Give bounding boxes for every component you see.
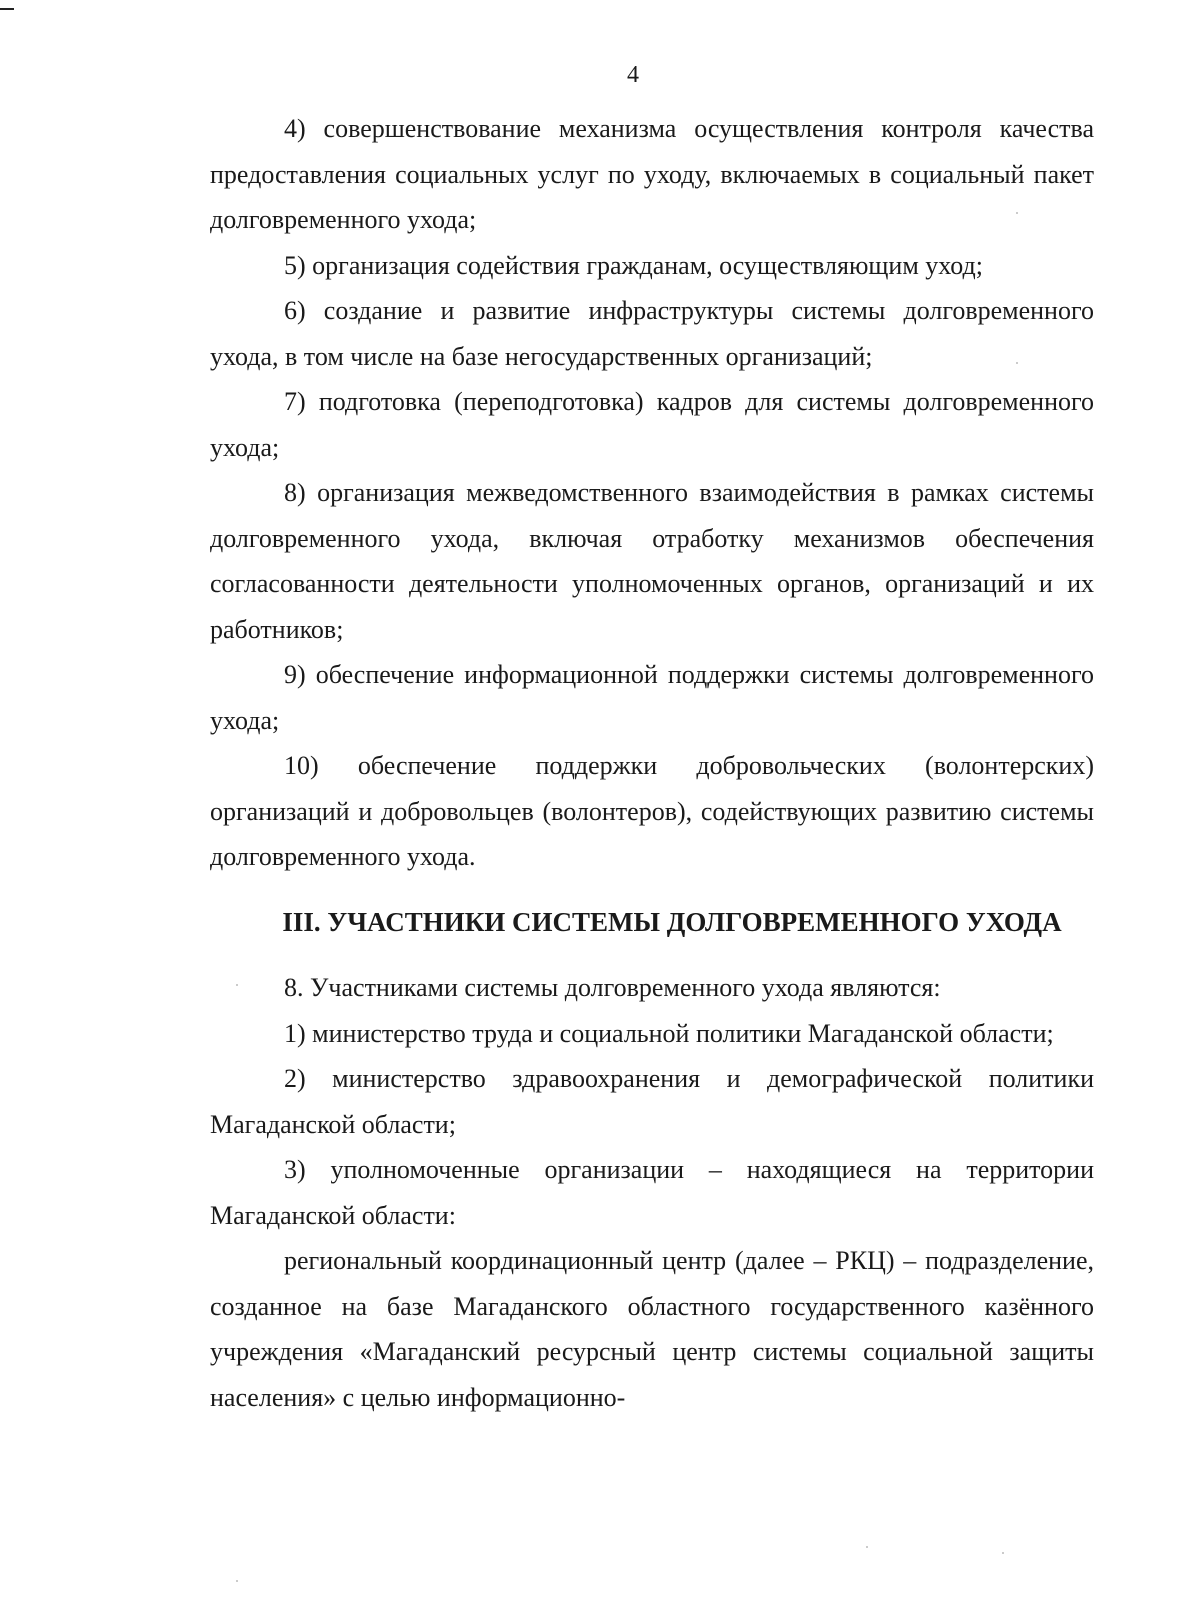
page-number: 4 xyxy=(627,62,639,88)
scan-speck xyxy=(1002,1552,1004,1554)
participant-item-3: 3) уполномоченные организации – находящиеся на территории Магаданской области: xyxy=(210,1155,1094,1230)
paragraph-item-6: 6) создание и развитие инфраструктуры системы долговременного ухода, в том числе на базе негосударственных организаций; xyxy=(210,296,1094,371)
paragraph-item-9: 9) обеспечение информационной поддержки системы долговременного ухода; xyxy=(210,660,1094,735)
clause-8: 8. Участниками системы долговременного ухода являются: xyxy=(284,973,941,1002)
participant-rkc-description: региональный координационный центр (далее – РКЦ) – подразделение, созданное на базе Магаданского областного государственного казённого учреждения «Магаданский ресурсный центр системы социальной защиты населения» с целью информационно- xyxy=(210,1246,1094,1412)
scan-speck xyxy=(236,984,238,986)
paragraph-item-7: 7) подготовка (переподготовка) кадров для системы долговременного ухода; xyxy=(210,387,1094,462)
scan-speck xyxy=(1016,212,1018,214)
paragraph-item-10: 10) обеспечение поддержки добровольческих (волонтерских) организаций и добровольцев (волонтеров), содействующих развитию системы долговременного ухода. xyxy=(210,751,1094,871)
paragraph-item-8: 8) организация межведомственного взаимодействия в рамках системы долговременного ухода, включая отработку механизмов обеспечения согласованности деятельности уполномоченных органов, организаций и их работников; xyxy=(210,478,1094,644)
paragraph-item-4: 4) совершенствование механизма осуществления контроля качества предоставления социальных услуг по уходу, включаемых в социальный пакет долговременного ухода; xyxy=(210,114,1094,234)
paragraph-item-5: 5) организация содействия гражданам, осуществляющим уход; xyxy=(284,250,984,280)
participant-item-1: 1) министерство труда и социальной политики Магаданской области; xyxy=(284,1018,1054,1048)
scan-speck xyxy=(236,1580,238,1582)
scan-speck xyxy=(1016,362,1018,364)
scan-corner-mark xyxy=(0,8,14,10)
scan-speck xyxy=(866,1546,868,1548)
section-heading: III. УЧАСТНИКИ СИСТЕМЫ ДОЛГОВРЕМЕННОГО УХОДА xyxy=(282,906,1062,937)
document-body xyxy=(210,106,1094,1420)
participant-item-2: 2) министерство здравоохранения и демографической политики Магаданской области; xyxy=(210,1064,1094,1139)
